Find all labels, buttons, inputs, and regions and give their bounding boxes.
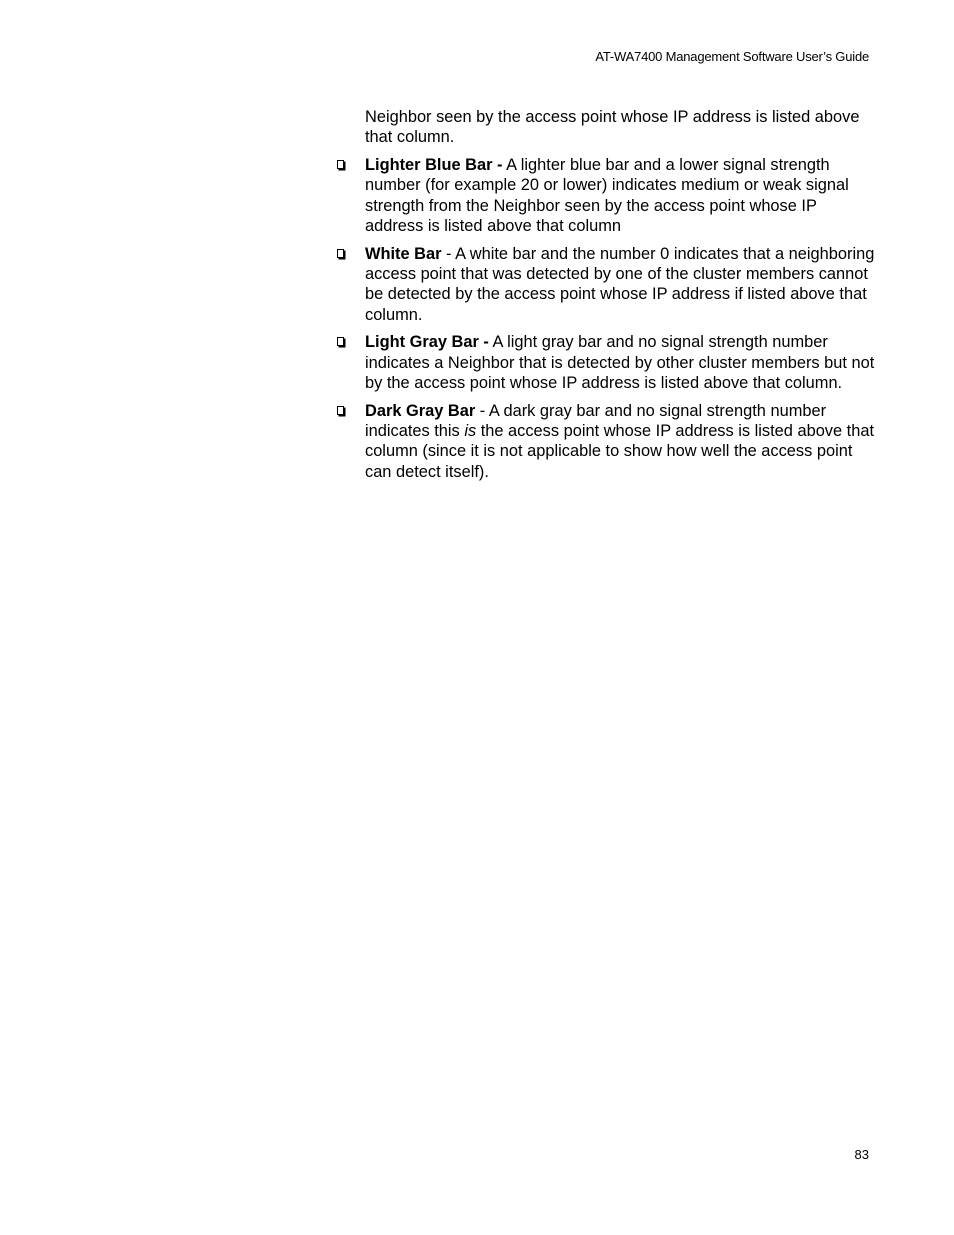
page-number: 83 bbox=[854, 1147, 869, 1162]
checkbox-bullet-icon bbox=[337, 406, 344, 415]
list-item-white-bar bbox=[365, 244, 875, 325]
page-body bbox=[365, 107, 875, 490]
running-header: AT-WA7400 Management Software User’s Guide bbox=[595, 49, 869, 64]
checkbox-bullet-icon bbox=[337, 337, 344, 346]
list-item-lighter-blue-bar bbox=[365, 155, 875, 236]
list-item-emphasis: is bbox=[464, 422, 477, 441]
checkbox-bullet-icon bbox=[337, 249, 344, 258]
list-item-term: Dark Gray Bar bbox=[365, 401, 476, 420]
list-item-term: Lighter Blue Bar - bbox=[365, 156, 503, 175]
list-item-light-gray-bar bbox=[365, 332, 875, 393]
list-item-text: - A white bar and the number 0 indicates that a neighboring access point that was detected by one of the cluster members cannot be detected by the access point whose IP address if listed above that column. bbox=[365, 244, 875, 324]
list-item-term: White Bar bbox=[365, 244, 442, 263]
list-item-dark-gray-bar bbox=[365, 401, 875, 482]
list-item-text: - A dark gray bar and no signal strength number indicates this bbox=[365, 401, 827, 441]
checkbox-bullet-icon bbox=[337, 160, 344, 169]
list-item-text: the access point whose IP address is listed above that column (since it is not applicable to show how well the access point can detect itself). bbox=[365, 422, 875, 481]
list-item-text: A lighter blue bar and a lower signal strength number (for example 20 or lower) indicates medium or weak signal strength from the Neighbor seen by the access point whose IP address is listed above that column bbox=[365, 156, 849, 235]
intro-paragraph: Neighbor seen by the access point whose IP address is listed above that column. bbox=[365, 108, 860, 147]
list-item-term: Light Gray Bar - bbox=[365, 333, 489, 352]
list-item-text: A light gray bar and no signal strength number indicates a Neighbor that is detected by other cluster members but not by the access point whose IP address is listed above that column. bbox=[365, 333, 875, 393]
